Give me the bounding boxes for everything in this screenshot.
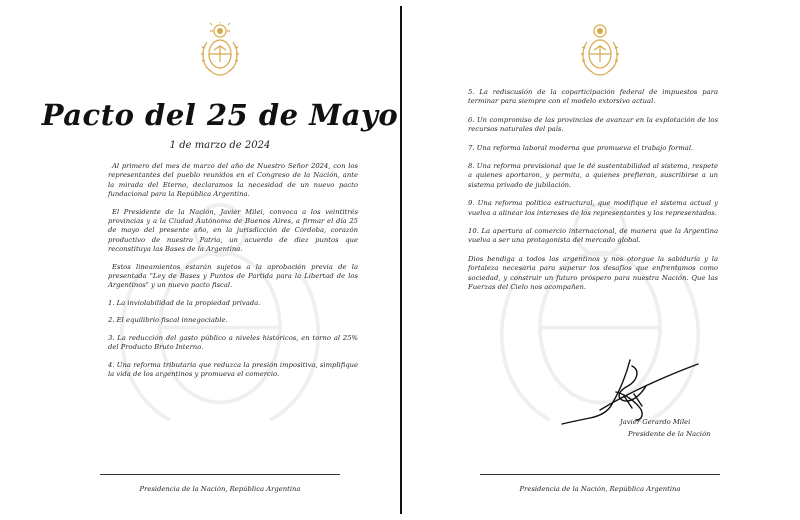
conditions-paragraph: Estos lineamientos estarán sujetos a la aprobación previa de la presentada "Ley de Bases y Puntos de Partida para la Libertad de los Argentinos" y un nuevo pacto fiscal.	[108, 262, 358, 290]
page-divider	[400, 6, 402, 514]
intro-paragraph: Al primero del mes de marzo del año de Nuestro Señor 2024, con los representantes del pueblo reunidos en el Congreso de la Nación, ante la mirada del Eterno, declaramos la necesidad de un nuevo pacto fundacional para la República Argentina.	[108, 162, 358, 199]
point-4: 4. Una reforma tributaria que reduzca la presión impositiva, simplifique la vida de los argentinos y promueva el comercio.	[108, 360, 358, 378]
handwritten-signature	[560, 356, 700, 426]
page-right	[420, 0, 780, 520]
page-footer: Presidencia de la Nación, República Argentina	[519, 485, 681, 493]
footer-rule	[480, 474, 720, 475]
point-8: 8. Una reforma previsional que le dé sustentabilidad al sistema, respete a quienes aportaron, y permita, a quienes prefieran, suscribirse a un sistema privado de jubilación.	[468, 162, 718, 189]
signer-role: Presidente de la Nación	[628, 430, 711, 438]
point-1: 1. La inviolabilidad de la propiedad privada.	[108, 298, 261, 307]
closing-blessing: Dios bendiga a todos los argentinos y nos otorgue la sabiduría y la fortaleza necesaria para superar los desafíos que enfrentamos como sociedad, y construir un futuro próspero para nuestra Nación. Que las Fuerzas del Cielo nos acompañen.	[468, 254, 718, 292]
document-title: Pacto del 25 de Mayo	[41, 98, 399, 132]
right-body	[468, 88, 718, 302]
left-body	[108, 162, 358, 387]
point-10: 10. La apertura al comercio internacional, de manera que la Argentina vuelva a ser una protagonista del mercado global.	[468, 227, 718, 245]
point-3: 3. La reducción del gasto público a niveles históricos, en torno al 25% del Producto Bruto Interno.	[108, 333, 358, 352]
point-2: 2. El equilibrio fiscal innegociable.	[108, 316, 228, 325]
convocation-paragraph: El Presidente de la Nación, Javier Milei, convoca a los veintitrés provincias y a la Ciudad Autónoma de Buenos Aires, a firmar el día 25 de mayo del presente año, en la jurisdicción de Córdoba, corazón productivo de nuestra Patria, un acuerdo de diez puntos que reconstituya las Bases de la Argentina.	[108, 207, 358, 254]
point-7: 7. Una reforma laboral moderna que promueva el trabajo formal.	[468, 143, 694, 152]
page-left	[40, 0, 400, 520]
document-date: 1 de marzo de 2024	[169, 140, 271, 151]
signer-name: Javier Gerardo Milei	[620, 418, 691, 426]
point-5: 5. La rediscusión de la coparticipación federal de impuestos para terminar para siempre con el modelo extorsivo actual.	[468, 88, 718, 106]
footer-rule	[100, 474, 340, 475]
national-coat-of-arms-icon	[578, 22, 622, 80]
national-coat-of-arms-icon	[198, 22, 242, 80]
point-6: 6. Un compromiso de las provincias de avanzar en la explotación de los recursos naturales del país.	[468, 115, 718, 134]
page-footer: Presidencia de la Nación, República Argentina	[139, 485, 301, 493]
point-9: 9. Una reforma política estructural, que modifique el sistema actual y vuelva a alinear los intereses de los representantes y los representados.	[468, 199, 718, 217]
